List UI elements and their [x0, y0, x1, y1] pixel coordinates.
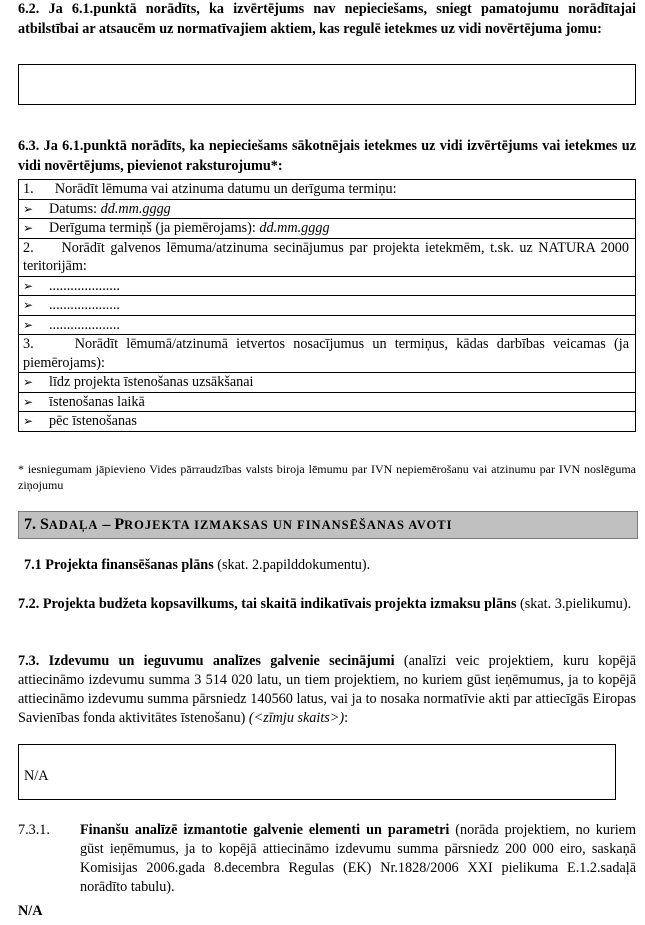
table-cell — [19, 315, 636, 335]
arrow-bullet-icon: ➢ — [23, 317, 34, 332]
answer-7-3-1: N/A — [18, 903, 43, 919]
arrow-bullet-icon: ➢ — [23, 278, 34, 293]
item-7-3-1-num: 7.3.1. — [18, 822, 50, 838]
question-6-2: 6.2. Ja 6.1.punktā norādīts, ka izvērtējums nav nepieciešams, sniegt pamatojumu norādītajai atbilstībai ar atsaucēm uz normatīvajiem aktiem, kas regulē ietekmes uz vidi novērtējuma jomu: — [18, 1, 636, 37]
arrow-bullet-icon: ➢ — [23, 375, 34, 389]
item-7-1-title: 7.1 Projekta finansēšanas plāns — [24, 557, 214, 573]
table-row — [19, 412, 636, 432]
arrow-bullet-icon: ➢ — [23, 201, 34, 216]
item-7-2-ref: (skat. 3.pielikumu). — [516, 596, 632, 612]
table-cell — [19, 276, 636, 296]
row-text: pēc īstenošanas — [49, 413, 137, 429]
table-row — [19, 296, 636, 316]
section-7-title-a: 7. S — [24, 516, 49, 533]
table-row — [19, 315, 636, 335]
table-cell — [19, 412, 636, 432]
table-cell — [19, 335, 636, 373]
arrow-bullet-icon: ➢ — [23, 394, 34, 409]
table-cell — [19, 180, 636, 200]
table-row — [19, 199, 636, 219]
footnote-6-3: * iesniegumam jāpievieno Vides pārraudzības valsts biroja lēmumu par IVN nepiemērošanu vai atzinumu par IVN noslēguma ziņojumu — [18, 462, 636, 492]
table-cell — [19, 238, 636, 276]
row-text: 1. Norādīt lēmuma vai atzinuma datumu un derīguma termiņu: — [23, 181, 397, 197]
item-7-1-ref: (skat. 2.papilddokumentu). — [213, 557, 371, 573]
answer-box-6-2[interactable] — [18, 64, 636, 105]
table-row — [19, 335, 636, 373]
table-cell — [19, 199, 636, 219]
item-7-1 — [24, 556, 636, 575]
row-text: .................... — [49, 277, 120, 294]
row-text: 3. Norādīt lēmumā/atzinumā ietvertos nosacījumus un termiņus, kādas darbības veicamas (ja piemērojams): — [23, 336, 633, 371]
table-row — [19, 373, 636, 393]
arrow-bullet-icon: ➢ — [23, 298, 34, 312]
item-7-2 — [18, 595, 636, 614]
char-count-hint: (<zīmju skaits>) — [248, 710, 345, 726]
item-7-3-desc: (analīzi veic projektiem, kuru kopējā attiecināmo izdevumu summa 3 514 020 latu, un tiem projektiem, no kuriem gūst ieņēmumus, ja to kopējā attiecināmo izdevumu summa pārsniedz 140560 latus, vai ja to nosaka normatīvie akti par attiecīgās Eiropas Savienības fonda aktivitātes īstenošanu) — [18, 653, 636, 726]
section-7-title-c: – P — [98, 516, 125, 533]
row-text: līdz projekta īstenošanas uzsākšanai — [49, 374, 254, 390]
table-cell — [19, 392, 636, 412]
section-7-header — [18, 511, 638, 539]
table-cell — [19, 296, 636, 316]
item-7-2-title: 7.2. Projekta budžeta kopsavilkums, tai skaitā indikatīvais projekta izmaksu plāns — [18, 596, 517, 612]
table-cell — [19, 219, 636, 239]
table-row — [19, 276, 636, 296]
item-7-3-colon: : — [344, 710, 349, 726]
characterisation-table — [18, 179, 636, 432]
date-format-placeholder: dd.mm.gggg — [100, 200, 171, 217]
item-7-3-1 — [80, 821, 636, 897]
question-6-3: 6.3. Ja 6.1.punktā norādīts, ka nepieciešams sākotnējais ietekmes uz vidi izvērtējums vai ietekmes uz vidi novērtējums, pievienot raksturojumu*: — [18, 138, 636, 174]
answer-7-3-value: N/A — [24, 768, 49, 784]
arrow-bullet-icon: ➢ — [23, 414, 34, 428]
row-text: Datums: — [49, 200, 101, 217]
answer-box-7-3[interactable] — [18, 744, 616, 800]
date-format-placeholder: dd.mm.gggg — [259, 220, 330, 236]
table-row — [19, 238, 636, 276]
item-7-3-1-title: Finanšu analīzē izmantotie galvenie elementi un parametri — [80, 822, 450, 838]
row-text: .................... — [49, 316, 120, 333]
section-7-title-b: ADAĻA — [48, 518, 99, 532]
table-row — [19, 180, 636, 200]
item-7-3 — [18, 652, 636, 728]
table-cell — [19, 373, 636, 393]
arrow-bullet-icon: ➢ — [23, 221, 34, 235]
row-text: .................... — [49, 297, 120, 313]
item-7-3-title: 7.3. Izdevumu un ieguvumu analīzes galvenie secinājumi — [18, 653, 395, 669]
row-text: 2. Norādīt galvenos lēmuma/atzinuma secinājumus par projekta ietekmēm, t.sk. uz NATURA 2000 teritorijām: — [23, 239, 633, 274]
section-7-title-d: ROJEKTA IZMAKSAS UN FINANSĒŠANAS AVOTI — [124, 518, 453, 532]
row-text: Derīguma termiņš (ja piemērojams): — [49, 220, 260, 236]
item-7-3-1-desc: (norāda projektiem, no kuriem gūst ieņēmumus, ja to kopējā attiecināmo izdevumu summa pārsniedz 200 000 eiro, saskaņā Komisijas 2006.gada 8.decembra Regulas (EK) Nr.1828/2006 XXI pielikuma E.1.2.sadaļā norādīto tabulu). — [80, 822, 636, 895]
table-row — [19, 219, 636, 239]
table-row — [19, 392, 636, 412]
row-text: īstenošanas laikā — [49, 393, 145, 410]
